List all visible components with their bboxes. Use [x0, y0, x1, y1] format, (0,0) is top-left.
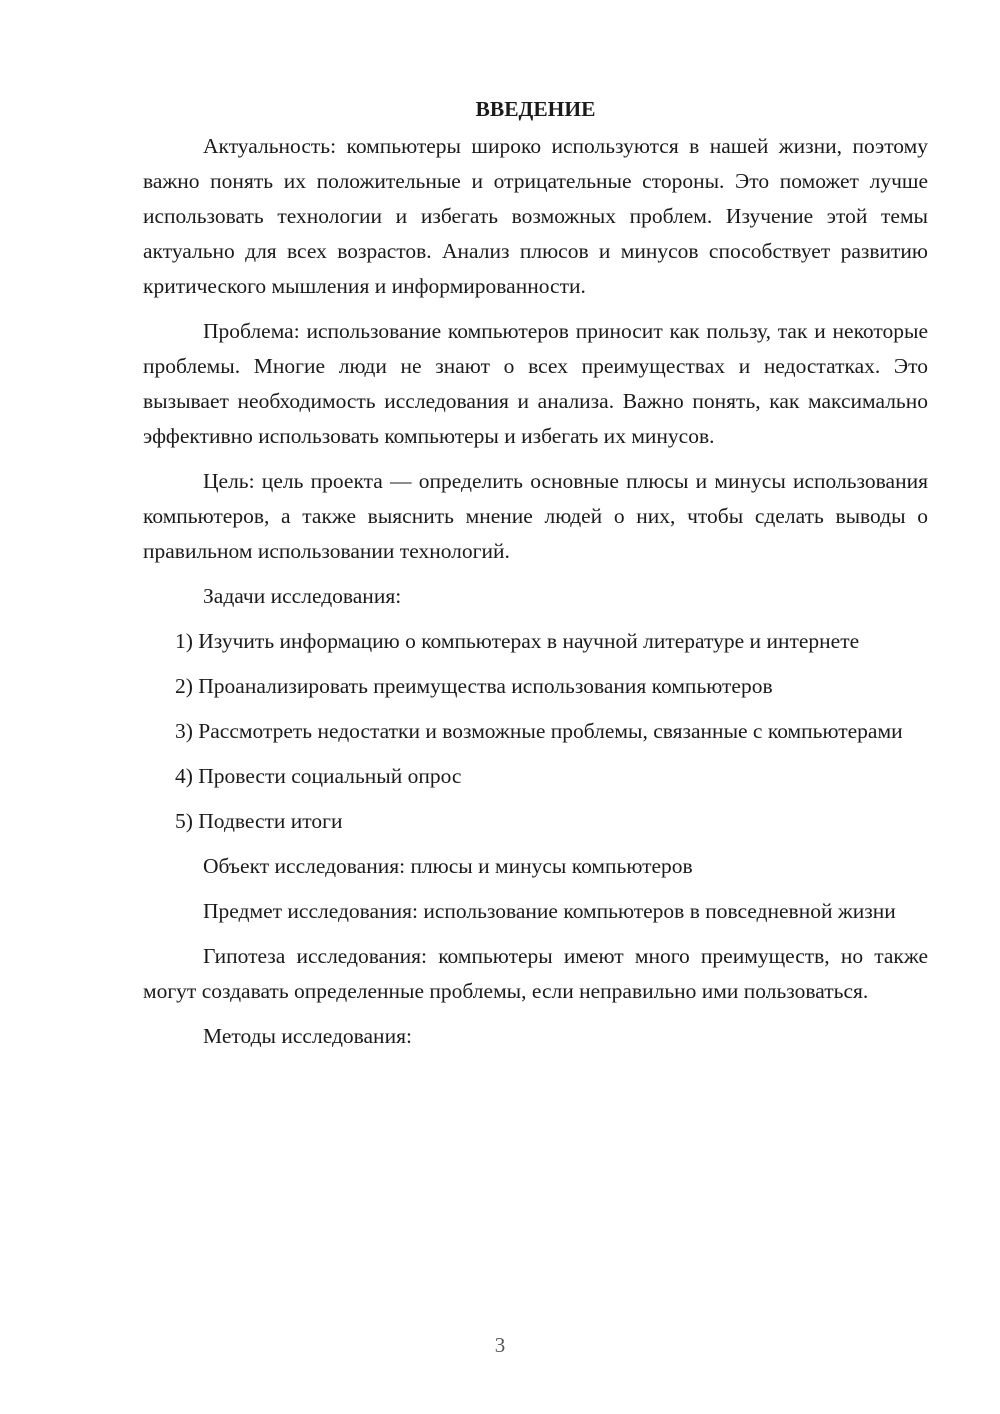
paragraph-methods: Методы исследования: — [203, 1024, 412, 1048]
list-item: 1) Изучить информацию о компьютерах в научной литературе и интернете — [175, 629, 860, 653]
page-number: 3 — [494, 1333, 506, 1357]
paragraph-goal: Цель: цель проекта — определить основные плюсы и минусы использования компьютеров, а также выяснить мнение людей о них, чтобы сделать выводы о правильном использовании технологий. — [143, 469, 928, 563]
paragraph-subject: Предмет исследования: использование компьютеров в повседневной жизни — [203, 899, 896, 923]
paragraph-tasks-heading: Задачи исследования: — [203, 584, 402, 608]
paragraph-problem: Проблема: использование компьютеров приносит как пользу, так и некоторые проблемы. Многие люди не знают о всех преимуществах и недостатках. Это вызывает необходимость исследования и анализа. Важно понять, как максимально эффективно использовать компьютеры и избегать их минусов. — [143, 319, 928, 448]
list-item: 2) Проанализировать преимущества использования компьютеров — [175, 674, 773, 698]
paragraph-hypothesis: Гипотеза исследования: компьютеры имеют много преимуществ, но также могут создавать определенные проблемы, если неправильно ими пользоваться. — [143, 944, 928, 1003]
list-item: 3) Рассмотреть недостатки и возможные проблемы, связанные с компьютерами — [175, 719, 903, 743]
paragraph-object: Объект исследования: плюсы и минусы компьютеров — [203, 854, 693, 878]
list-item: 4) Провести социальный опрос — [175, 764, 462, 788]
list-item: 5) Подвести итоги — [175, 809, 343, 833]
paragraph-relevance: Актуальность: компьютеры широко используются в нашей жизни, поэтому важно понять их положительные и отрицательные стороны. Это поможет лучше использовать технологии и избегать возможных проблем. Изучение этой темы актуально для всех возрастов. Анализ плюсов и минусов способствует развитию критического мышления и информированности. — [143, 134, 928, 298]
page-title: ВВЕДЕНИЕ — [475, 97, 596, 121]
document-page — [143, 92, 928, 1064]
